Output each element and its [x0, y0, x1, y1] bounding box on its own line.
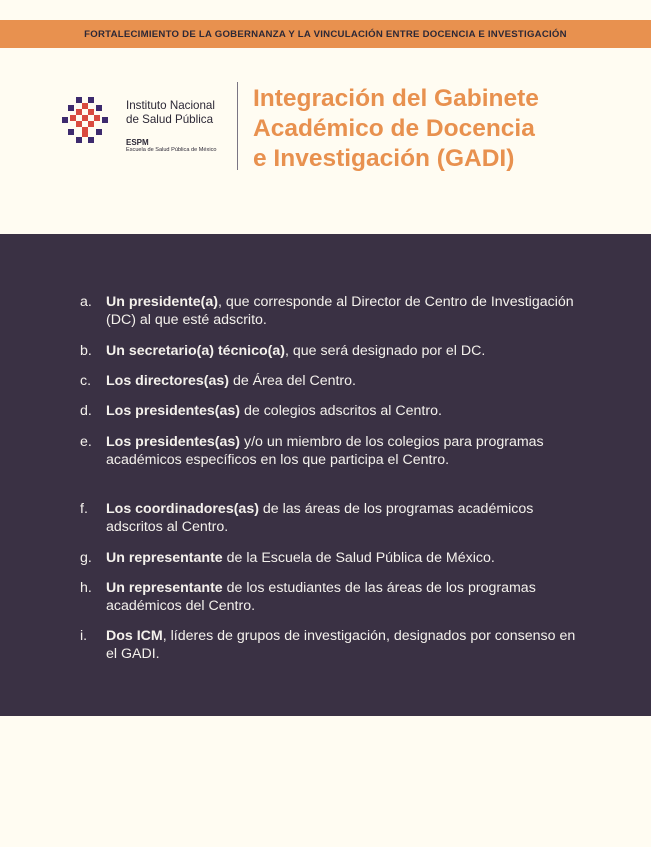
list-item-text: [106, 433, 580, 469]
list-item: [80, 500, 580, 536]
list-item-letter: c.: [80, 373, 92, 389]
list-item: [80, 293, 580, 329]
list-item: [80, 433, 580, 469]
list-item-letter: g.: [80, 550, 92, 566]
list-item-rest: de Área del Centro.: [229, 373, 356, 389]
institute-name: [126, 99, 215, 127]
list-item-text: [106, 372, 580, 390]
list-item: [80, 342, 580, 360]
list-item-bold: Los coordinadores(as): [106, 501, 259, 517]
list-item-text: [106, 627, 580, 663]
list-item-rest: y/o un miembro de los colegios para programas académicos específicos en los que participa el Centro.: [106, 434, 544, 468]
list-item-bold: Un representante: [106, 550, 223, 566]
list-item-bold: Los presidentes(as): [106, 434, 241, 450]
institute-name-line1: Instituto Nacional: [126, 99, 215, 112]
list-item-letter: a.: [80, 294, 92, 310]
espm-acronym: ESPM: [126, 138, 149, 147]
title-line1: Integración del Gabinete: [253, 85, 539, 112]
list-item-rest: , que será designado por el DC.: [284, 343, 486, 359]
header-band-text: FORTALECIMIENTO DE LA GOBERNANZA Y LA VINCULACIÓN ENTRE DOCENCIA E INVESTIGACIÓN: [84, 28, 567, 40]
list-item-rest: de las áreas de los programas académicos adscritos al Centro.: [106, 501, 534, 535]
list-item-bold: Los directores(as): [106, 373, 229, 389]
list-item-rest: , que corresponde al Director de Centro de Investigación (DC) al que esté adscrito.: [106, 294, 574, 328]
institute-name-line2: de Salud Pública: [126, 113, 214, 126]
list-item-rest: , líderes de grupos de investigación, designados por consenso en el GADI.: [106, 628, 576, 662]
title-line3: e Investigación (GADI): [253, 145, 515, 172]
list-item-bold: Dos ICM: [106, 628, 163, 644]
list-item-text: [106, 342, 580, 360]
list-item-letter: d.: [80, 403, 92, 419]
insp-logo-icon: [62, 97, 108, 143]
list-item-letter: b.: [80, 343, 92, 359]
title-line2: Académico de Docencia: [253, 115, 535, 142]
list-item: [80, 579, 580, 615]
list-item-rest: de la Escuela de Salud Pública de México.: [222, 550, 495, 566]
list-item-rest: de colegios adscritos al Centro.: [240, 403, 442, 419]
list-item: [80, 402, 580, 420]
page-title: [253, 84, 643, 174]
list-item-bold: Un secretario(a) técnico(a): [106, 343, 285, 359]
list-item-letter: f.: [80, 501, 88, 517]
list-item-text: [106, 579, 580, 615]
list-item: [80, 627, 580, 663]
list-item-text: [106, 293, 580, 329]
list-item-bold: Un representante: [106, 580, 223, 596]
list-item-bold: Un presidente(a): [106, 294, 218, 310]
list-item-rest: de los estudiantes de las áreas de los programas académicos del Centro.: [106, 580, 536, 614]
list-item-text: [106, 549, 580, 567]
list-item-text: [106, 402, 580, 420]
list-item-letter: i.: [80, 628, 88, 644]
header-divider: [237, 82, 238, 170]
list-item: [80, 549, 580, 567]
list-item-text: [106, 500, 580, 536]
list-item-letter: e.: [80, 434, 92, 450]
list-item-letter: h.: [80, 580, 92, 596]
header-band: [0, 20, 651, 48]
espm-full-name: Escuela de Salud Pública de México: [126, 147, 217, 153]
list-item-bold: Los presidentes(as): [106, 403, 241, 419]
list-item: [80, 372, 580, 390]
